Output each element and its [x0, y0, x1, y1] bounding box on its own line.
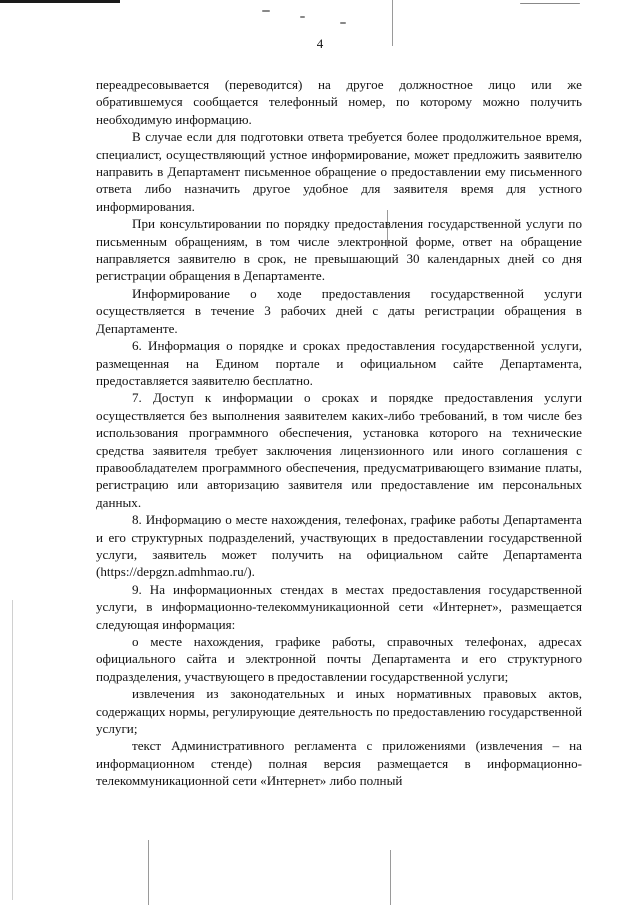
- document-body: [96, 76, 582, 790]
- paragraph: переадресовывается (переводится) на другое должностное лицо или же обратившемуся сообщается телефонный номер, по которому можно получить необходимую информацию.: [96, 77, 582, 127]
- paragraph: 9. На информационных стендах в местах предоставления государственной услуги, в информационно-телекоммуникационной сети «Интернет», размещается следующая информация:: [96, 581, 582, 632]
- paragraph: 8. Информацию о месте нахождения, телефонах, графике работы Департамента и его структурных подразделений, участвующих в предоставлении государственной услуги, заявитель может получить на официальном сайте Департамента (https://depgzn.admhmao.ru/).: [96, 512, 582, 580]
- paragraph: извлечения из законодательных и иных нормативных правовых актов, содержащих нормы, регулирующие деятельность по предоставлению государственной услуги;: [96, 686, 582, 737]
- paragraph: 6. Информация о порядке и сроках предоставления государственной услуги, размещенная на Едином портале и официальном сайте Департамента, предоставляется заявителю бесплатно.: [96, 338, 582, 388]
- scan-vertical-line: [148, 840, 149, 905]
- paragraph: При консультировании по порядку предоставления государственной услуги по письменным обращениям, в том числе электронной форме, ответ на обращение направляется заявителю в срок, не превышающий 30 календарных дней со дня регистрации обращения в Департаменте.: [96, 216, 582, 284]
- paragraph: о месте нахождения, графике работы, справочных телефонах, адресах официального сайта и электронной почты Департамента и его структурного подразделения, участвующего в предоставлении государственной услуги;: [96, 634, 582, 684]
- scan-vertical-line: [12, 600, 13, 900]
- paragraph: 7. Доступ к информации о сроках и порядке предоставления услуги осуществляется без выполнения заявителем каких-либо требований, в том числе без использования программного обеспечения, установка которого на технические средства заявителя требует заключения лицензионного или иного соглашения с правообладателем программного обеспечения, предусматривающего взимание платы, регистрацию или авторизацию заявителя или предоставление им персональных данных.: [96, 390, 582, 510]
- scan-artifact-bar: [0, 0, 120, 3]
- paragraph: текст Административного регламента с приложениями (извлечения – на информационном стенде) полная версия размещается в информационно-телекоммуникационной сети «Интернет» либо полный: [96, 738, 582, 789]
- scan-speck: [300, 16, 305, 18]
- page-number: 4: [316, 36, 324, 51]
- paragraph: Информирование о ходе предоставления государственной услуги осуществляется в течение 3 рабочих дней с даты регистрации обращения в Департаменте.: [96, 285, 582, 336]
- scan-speck: [520, 3, 580, 4]
- scan-vertical-line: [390, 850, 391, 905]
- scan-speck: [340, 22, 346, 24]
- scan-speck: [262, 10, 270, 12]
- paragraph: В случае если для подготовки ответа требуется более продолжительное время, специалист, осуществляющий устное информирование, может предложить заявителю направить в Департамент письменное обращение о предоставлении ему письменного ответа либо назначить другое удобное для заявителя время для устного информирования.: [96, 129, 582, 214]
